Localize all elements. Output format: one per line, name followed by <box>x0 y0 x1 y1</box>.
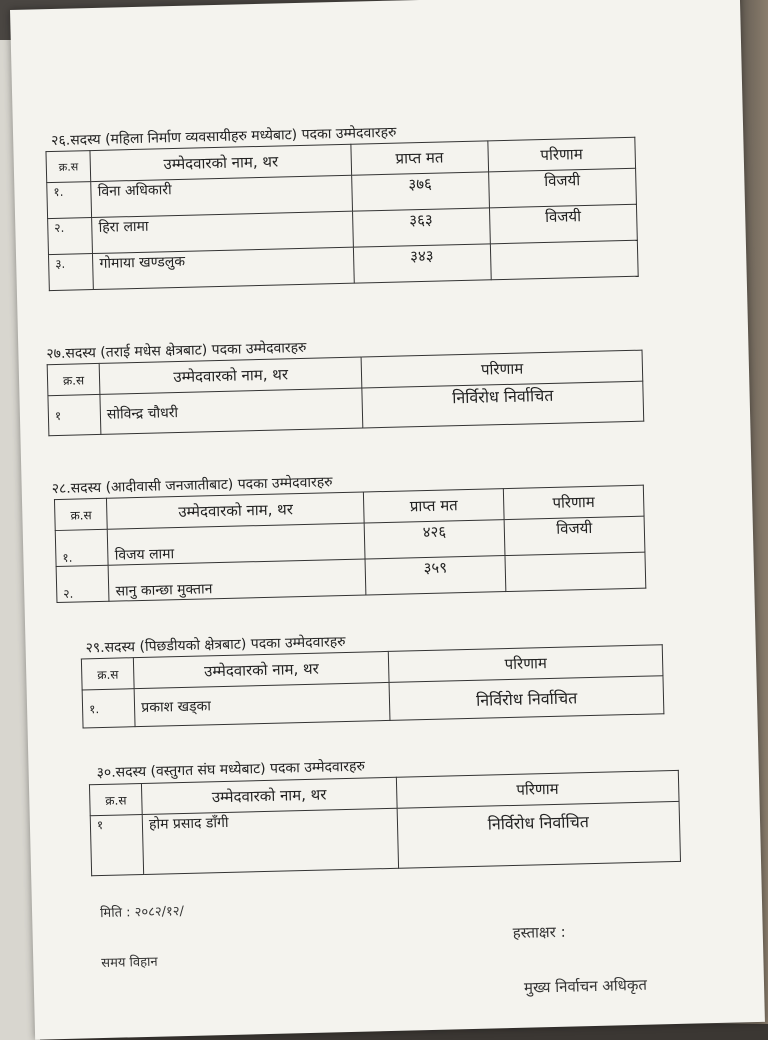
result-cell: विजयी <box>504 516 645 555</box>
results-table <box>81 644 665 728</box>
votes-cell: ३५९ <box>365 556 505 595</box>
header-serial: क्र.स <box>81 658 134 690</box>
time-text: समय विहान <box>101 954 158 972</box>
serial-cell: १. <box>47 182 92 219</box>
section-title: २९.सदस्य (पिछडीयको क्षेत्रबाट) पदका उम्मेदवारहरु <box>85 633 346 657</box>
header-name: उम्मेदवारको नाम, थर <box>90 144 351 181</box>
header-serial: क्र.स <box>46 151 91 183</box>
name-cell: सोविन्द्र चौधरी <box>100 388 363 434</box>
serial-cell: १. <box>55 529 108 566</box>
header-result: परिणाम <box>503 485 644 519</box>
votes-cell: ३४३ <box>353 244 491 283</box>
header-name: उम्मेदवारको नाम, थर <box>99 357 362 394</box>
serial-cell: १ <box>48 394 101 435</box>
name-cell: विजय लामा <box>108 523 366 565</box>
header-result: परिणाम <box>389 645 663 683</box>
header-name: उम्मेदवारको नाम, थर <box>134 651 390 688</box>
header-result: परिणाम <box>396 770 679 808</box>
officer-title: मुख्य निर्वाचन अधिकृत <box>523 975 648 997</box>
signature-label: हस्ताक्षर : <box>512 922 566 942</box>
date-text: मिति : २०८२/१२/ <box>99 904 185 922</box>
results-table <box>47 350 645 437</box>
name-cell: गोमाया खण्डलुक <box>93 247 354 289</box>
serial-cell: १. <box>82 689 135 728</box>
header-serial: क्र.स <box>54 498 107 530</box>
votes-cell: ३६३ <box>352 208 490 247</box>
results-table <box>45 137 638 291</box>
votes-cell: ४२६ <box>364 520 504 559</box>
header-name: उम्मेदवारको नाम, थर <box>107 492 365 529</box>
result-cell <box>490 240 638 280</box>
section-title: ३०.सदस्य (वस्तुगत संघ मध्येबाट) पदका उम्मेदवारहरु <box>96 758 366 782</box>
name-cell: प्रकाश खड्का <box>134 682 390 726</box>
header-name: उम्मेदवारको नाम, थर <box>142 777 397 814</box>
document-page <box>10 0 765 1040</box>
section-title: २७.सदस्य (तराई मधेस क्षेत्रबाट) पदका उम्मेदवारहरु <box>46 339 307 363</box>
serial-cell: २. <box>56 565 109 602</box>
header-serial: क्र.स <box>47 363 100 395</box>
serial-cell: १ <box>90 815 144 876</box>
result-cell <box>505 552 646 591</box>
votes-cell: ३७६ <box>351 172 489 211</box>
serial-cell: ३. <box>48 254 93 291</box>
name-cell: विना अधिकारी <box>91 175 352 217</box>
name-cell: हिरा लामा <box>92 211 353 253</box>
header-serial: क्र.स <box>89 784 142 816</box>
result-cell: निर्विरोध निर्वाचित <box>397 801 681 868</box>
result-cell: निर्विरोध निर्वाचित <box>389 676 664 721</box>
header-votes: प्राप्त मत <box>364 489 504 523</box>
serial-cell: २. <box>48 218 93 255</box>
header-result: परिणाम <box>488 137 636 172</box>
header-result: परिणाम <box>361 350 642 388</box>
name-cell: सानु कान्छा मुक्तान <box>108 559 366 601</box>
result-cell: निर्विरोध निर्वाचित <box>362 381 644 428</box>
result-cell: विजयी <box>488 168 636 208</box>
header-votes: प्राप्त मत <box>351 141 489 175</box>
section-title: २८.सदस्य (आदीवासी जनजातीबाट) पदका उम्मेदवारहरु <box>51 474 333 498</box>
results-table <box>54 485 646 603</box>
results-table <box>89 770 681 876</box>
section-title: २६.सदस्य (महिला निर्माण व्यवसायीहरु मध्येबाट) पदका उम्मेदवारहरु <box>51 124 397 150</box>
result-cell: विजयी <box>489 204 637 244</box>
name-cell: होम प्रसाद डाँगी <box>142 808 398 874</box>
